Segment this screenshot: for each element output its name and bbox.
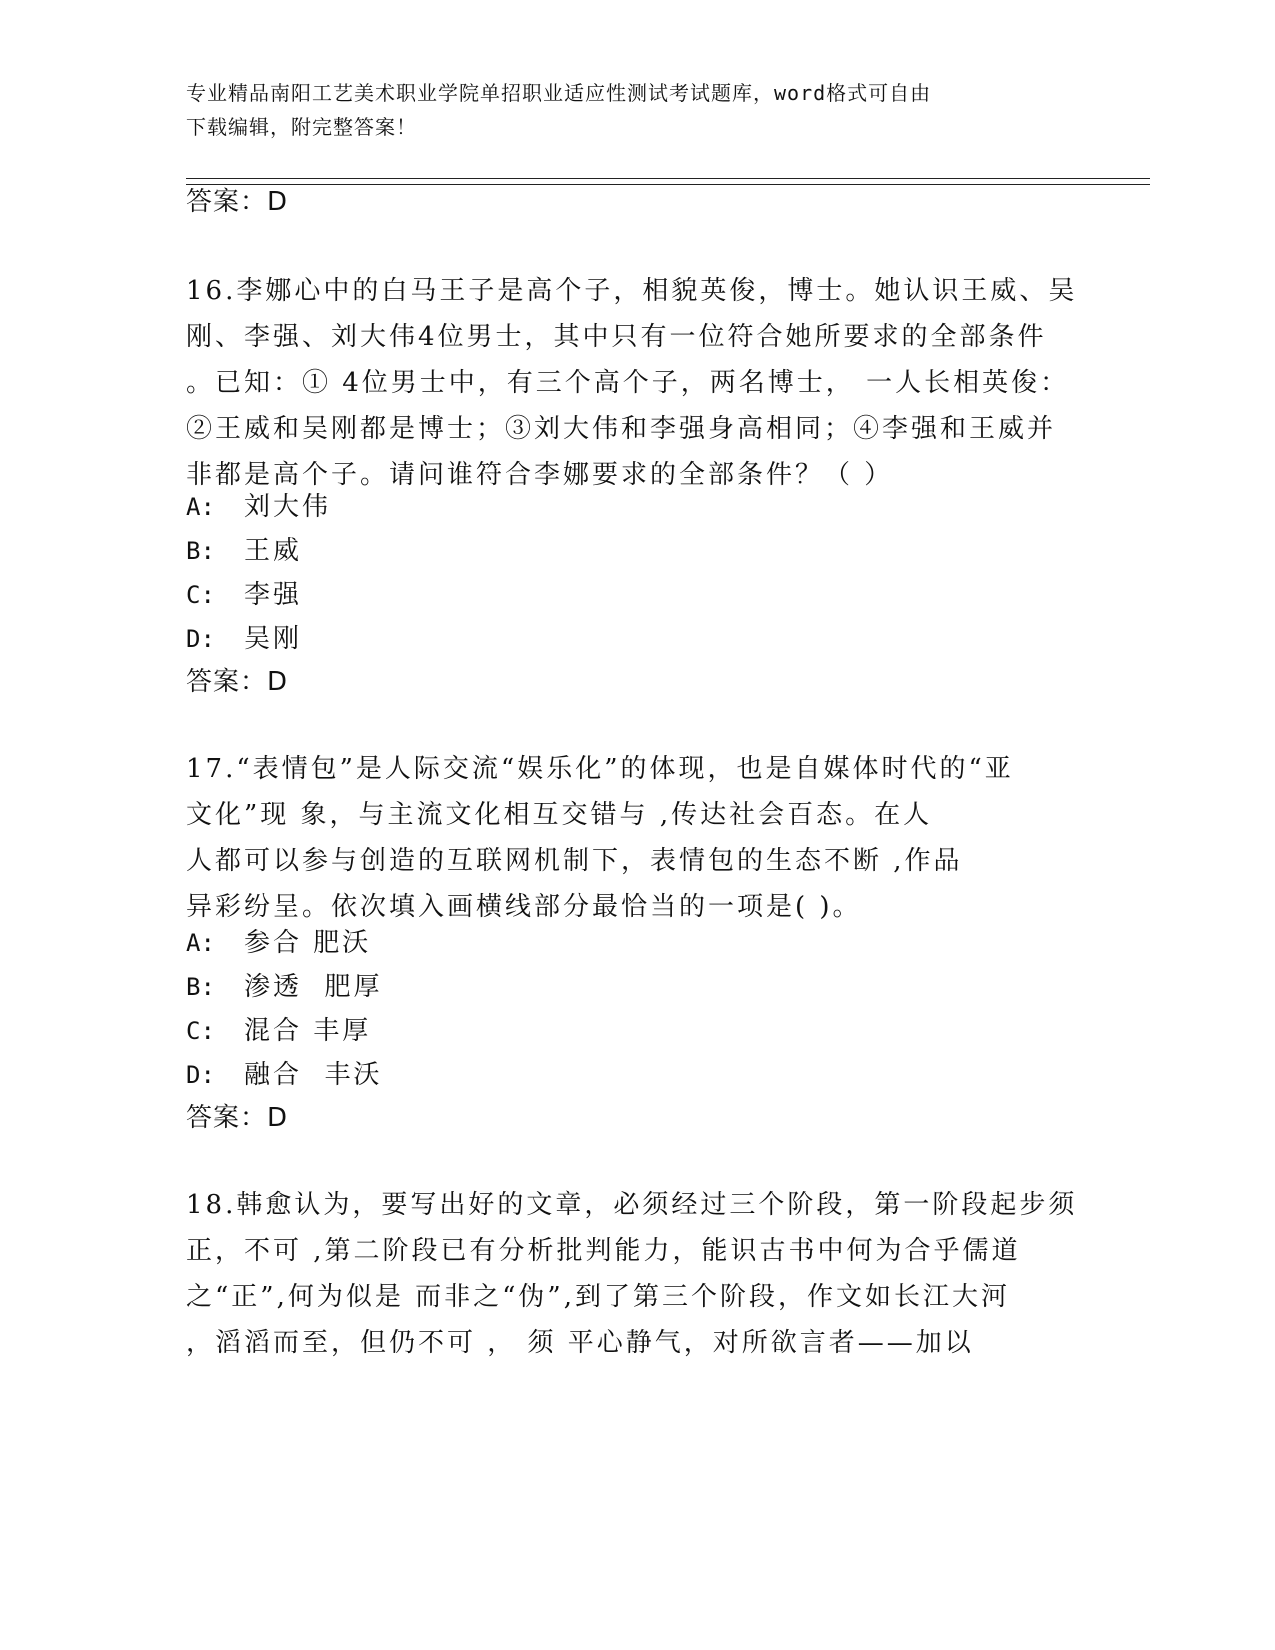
question-16-line: 16.李娜心中的白马王子是高个子，相貌英俊，博士。她认识王威、吴 xyxy=(186,276,1078,306)
question-16-option-d xyxy=(186,616,302,662)
option-letter: C: xyxy=(186,581,215,609)
question-17-line: 人都可以参与创造的互联网机制下，表情包的生态不断 ,作品 xyxy=(186,846,963,876)
option-letter: B: xyxy=(186,973,215,1001)
option-letter: A: xyxy=(186,929,215,957)
header-line-2: 下载编辑，附完整答案！ xyxy=(186,115,417,139)
question-18-line: ，滔滔而至，但仍不可 ， 须 平心静气，对所欲言者——加以 xyxy=(186,1328,974,1358)
question-16-line: 。已知：① 4位男士中，有三个高个子，两名博士， 一人长相英俊： xyxy=(186,368,1070,398)
question-18-stem xyxy=(186,1182,1076,1366)
option-letter: A: xyxy=(186,493,215,521)
header-line-1: 专业精品南阳工艺美术职业学院单招职业适应性测试考试题库，word格式可自由 xyxy=(186,81,932,105)
question-18-line: 正，不可 ,第二阶段已有分析批判能力，能识古书中何为合乎儒道 xyxy=(186,1236,1021,1266)
answer-16: 答案：D xyxy=(186,667,289,697)
option-letter: D: xyxy=(186,1061,215,1089)
question-17-stem xyxy=(186,746,1076,930)
option-letter: D: xyxy=(186,625,215,653)
option-text: 李强 xyxy=(244,580,303,610)
question-16-option-a xyxy=(186,484,331,530)
question-17-option-b xyxy=(186,964,383,1010)
question-16-line: ②王威和吴刚都是博士；③刘大伟和李强身高相同；④李强和王威并 xyxy=(186,414,1057,444)
answer-15: 答案：D xyxy=(186,187,289,217)
header-rule-bottom xyxy=(186,184,1150,185)
question-17-line: 异彩纷呈。依次填入画横线部分最恰当的一项是( )。 xyxy=(186,892,862,922)
header-rule-top xyxy=(186,178,1150,179)
question-16-option-b xyxy=(186,528,302,574)
option-text: 参合 肥沃 xyxy=(244,928,372,958)
option-text: 融合 丰沃 xyxy=(244,1060,383,1090)
option-text: 吴刚 xyxy=(244,624,303,654)
question-17-option-d xyxy=(186,1052,383,1098)
page-header xyxy=(186,76,1066,144)
question-16-stem xyxy=(186,268,1076,498)
question-17-line: 17.“表情包”是人际交流“娱乐化”的体现，也是自媒体时代的“亚 xyxy=(186,754,1014,784)
question-16-option-c xyxy=(186,572,302,618)
question-16-line: 刚、李强、刘大伟4位男士，其中只有一位符合她所要求的全部条件 xyxy=(186,322,1047,352)
question-18-line: 18.韩愈认为，要写出好的文章，必须经过三个阶段，第一阶段起步须 xyxy=(186,1190,1078,1220)
question-17-option-a xyxy=(186,920,371,966)
answer-17: 答案：D xyxy=(186,1103,289,1133)
option-text: 刘大伟 xyxy=(244,492,332,522)
option-text: 王威 xyxy=(244,536,303,566)
option-text: 混合 丰厚 xyxy=(244,1016,372,1046)
option-letter: B: xyxy=(186,537,215,565)
question-17-option-c xyxy=(186,1008,371,1054)
option-letter: C: xyxy=(186,1017,215,1045)
question-16-line: 非都是高个子。请问谁符合李娜要求的全部条件？（ ） xyxy=(186,460,894,490)
question-18-line: 之“正”,何为似是 而非之“伪”,到了第三个阶段，作文如长江大河 xyxy=(186,1282,1010,1312)
option-text: 渗透 肥厚 xyxy=(244,972,383,1002)
question-17-line: 文化”现 象，与主流文化相互交错与 ,传达社会百态。在人 xyxy=(186,800,933,830)
